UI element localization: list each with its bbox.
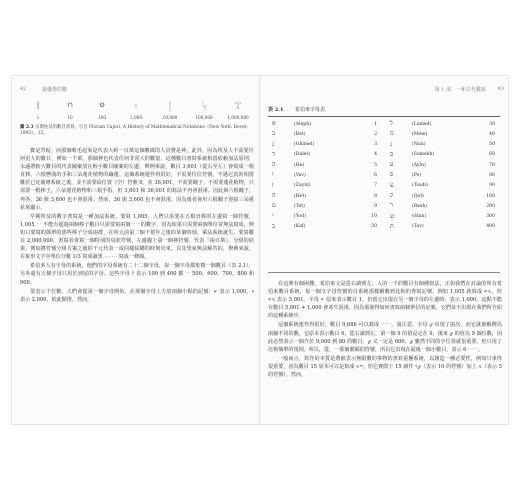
letter-value: 10 <box>371 214 377 220</box>
table-row <box>386 213 501 223</box>
letter-name: (Shin) <box>412 214 427 220</box>
numeral-glyph: 𓆐 <box>201 103 207 111</box>
letter-name: (Nun) <box>412 142 426 148</box>
hebrew-letter: ס <box>390 150 394 158</box>
body-paragraph: 在這裡有個困難，希伯來文是從右讀到左，人的一千的數目有個種寫法，正如我們在討論的所有希伯來數目系統，每一個文字母符號的目系統那樣稱數到比較的書寫記號，例如 1,005 就寫成 𐤄𐤀，但 𐤄𐤀 表示 5,001。字母 𐤀 原來表示數目 1，但當它出現在另一個字母的左邊時，表示 1,000。這點不能在數目 5,001 + 1,000 會產生混淆，因為那使得如何書寫兩個單位的記號，它們並不出現在我們所介紹的這種系統中。 <box>268 281 502 320</box>
numeral-value: 10 <box>67 115 73 120</box>
numeral-value: 1,000,000 <box>227 115 249 120</box>
hebrew-letter: צ <box>390 181 394 189</box>
table-row <box>268 192 383 202</box>
right-body-text <box>268 280 502 380</box>
letter-name: (Ayin) <box>412 162 426 168</box>
letter-value: 300 <box>486 214 495 220</box>
table-row <box>268 171 383 181</box>
hebrew-letter: ב <box>272 130 275 138</box>
left-page <box>20 76 256 424</box>
letter-value: 2 <box>374 131 377 137</box>
letter-value: 40 <box>489 131 495 137</box>
table-row <box>386 171 501 181</box>
table-column-left <box>268 120 383 233</box>
table-row <box>386 202 501 212</box>
numeral-glyph: 𓂭 <box>168 103 172 111</box>
hebrew-letter: ע <box>390 161 394 169</box>
hebrew-letter: ל <box>390 120 393 127</box>
body-paragraph: 早期埃及的數字書寫是一種加法系統，要寫 1,005，人們只需要在五根直棒的左邊寫一個符號，1,005 ⋯ 不能有超過兩個棒子數目只需要寫兩個⋯⋯的數字，因為如果只需要兩個單位並無法寫成，例如只要寫的簡單的那些棒子分成兩群，在所元前第二個千禧年之後的某個時刻，乘法系統誕生。要寫數目 2,000,000，書寫者會寫一個特別的鳥狀符號，左邊擺上第一個神符號，代表『兩百萬』。分組的結果，例如將符號分組方案之後的千元代表一或同樣結構的時刻出來，以及學家無法解答的，舉例來說，在象形文字中單位分數 1/3 寫成讀黑 𓂋 ⋯ 寫成一條線。 <box>20 213 254 261</box>
letter-value: 80 <box>489 172 495 178</box>
figure-label: 圖 2.3 <box>20 125 34 130</box>
figure-caption <box>20 125 254 137</box>
hebrew-letter: ש <box>390 212 395 220</box>
hebrew-letter: ג <box>272 140 274 148</box>
hebrew-letter: ז <box>272 181 274 189</box>
numeral-value: 100 <box>98 115 106 120</box>
left-running-title: 最優秀的數 <box>42 87 68 93</box>
table-row <box>268 161 383 171</box>
letter-name: (Mem) <box>412 131 428 137</box>
body-paragraph: 希伯來人有字母的系統，他們的字母系統有二十二個字母，每一個字母都象徵一個數目（表 2.1），另外還有五個字母只用於詞尾的字母。這些字母 𐤊 表示 100 到 400 都 ⋯ 500、600、700、800 和 900。 <box>20 263 254 286</box>
letter-name: (Dalet) <box>294 152 311 158</box>
right-running-title: 第 1 部 一和古代數系 <box>434 87 486 93</box>
numeral-glyph: 𓀠 <box>234 103 242 111</box>
egyptian-numerals-row <box>22 101 254 113</box>
table-bottom-rule <box>268 272 500 273</box>
letter-value: 200 <box>486 203 495 209</box>
letter-value: 8 <box>374 193 377 199</box>
table-row <box>268 182 383 192</box>
hebrew-letter: נ <box>390 140 392 148</box>
table-row <box>386 182 501 192</box>
right-page-number: 43 <box>497 86 504 92</box>
numeral-value: 100,000 <box>195 115 213 120</box>
hebrew-letter: פ <box>390 171 394 179</box>
letter-name: (Aleph) <box>294 121 311 127</box>
table-row <box>268 130 383 140</box>
table-row <box>268 141 383 151</box>
letter-value: 50 <box>489 142 495 148</box>
letter-name: (Kaf) <box>294 224 306 230</box>
hebrew-letter: ר <box>390 202 393 210</box>
hebrew-letter: ד <box>272 150 275 158</box>
numeral-glyph: 𓏲 <box>134 103 138 111</box>
numeral-value: 1 <box>36 115 40 120</box>
hebrew-letter: י <box>272 212 274 220</box>
hebrew-letter: ת <box>390 222 394 230</box>
table-row <box>268 223 383 233</box>
right-page <box>268 76 504 424</box>
table-row <box>386 151 501 161</box>
letter-name: (Tet) <box>294 203 305 209</box>
hebrew-letter: ח <box>272 192 276 200</box>
letter-name: (Ghimel) <box>294 142 315 148</box>
letter-name: (Pe) <box>412 172 422 178</box>
table-row <box>386 120 501 130</box>
book-spread <box>12 76 508 424</box>
body-paragraph: 一般而言，寫作的本質是將被表示無限數的事物的書寫重疊系統，以創造一種必要性，例如只來得很重要，因為數目 15 原本可以是寫成 𐤉𐤄，但它實際上 15 讀作 𐤈𐤅（表示 10 的符號）加上 𐤄（表示 5 的符號），然而， <box>268 355 503 379</box>
left-page-number: 42 <box>20 86 27 92</box>
hebrew-letter: ה <box>272 161 276 169</box>
letter-value: 9 <box>374 203 377 209</box>
numeral-glyph: | <box>36 101 40 109</box>
letter-value: 6 <box>374 172 377 178</box>
letter-value: 70 <box>489 162 495 168</box>
left-body-text <box>20 147 254 305</box>
letter-name: (Zayin) <box>294 183 311 189</box>
table-row <box>386 223 501 233</box>
table-row <box>268 213 383 223</box>
hebrew-letter: ק <box>390 192 394 200</box>
hebrew-letter: מ <box>390 130 394 138</box>
letter-value: 30 <box>489 121 495 127</box>
body-paragraph: 要表示千位數，人們會從第一個字母開始，在那個字母上方放兩個小點的記號：𐤀 表示 1,000，𐤁 表示 2,000，依此類推。然而， <box>20 288 254 303</box>
letter-name: (Het) <box>294 193 307 199</box>
table-row <box>386 130 501 140</box>
letter-name: (Bet) <box>294 131 306 137</box>
letter-name: (Qof) <box>412 193 424 199</box>
letter-value: 3 <box>374 142 377 148</box>
numeral-value: 10,000 <box>162 115 178 120</box>
body-paragraph: 寶是背帖，而那個軟毛起來是代表大約一百萬這個數碼的人員贊是神。此外，因為埃及人不需要任何更大的數目，例如一千萬，那個神也代表任何非常大的數量。這種數目書寫系統相當依賴加法原則，永遠將較大數目的代表圖案放在較小數目圖案的左邊，舉例來說，數目 3,601（從右至左）會寫成一根直棒，六根轡曲的手和三朵蓮花植物的鑰蓮。這個系統運作得很好，不需要位位符號，不過它真的相當難於已比偷條系統之後，並不需要給位置（空）符號 0，並 36,001，不需要繩子，不需要蓮花植物，只需要一根棒子，六朵蓮花植物和三根手指，但 3,601 和 36,001 的寫法不再會混淆。因此與六根繩子，再各，36 與 3,600 也不會混淆。然而，36 與 3,600 也不會混淆，因為後者會用六根繩子迎接三朵蓮花來顯示。 <box>20 148 254 211</box>
letter-value: 7 <box>374 183 377 189</box>
letter-value: 60 <box>489 152 495 158</box>
table-row <box>386 141 501 151</box>
letter-value: 5 <box>374 162 377 168</box>
table-row <box>386 161 501 171</box>
figure-caption-text: 早期埃及的數目書寫。引自 Florian Cajori, A History of Mathematical Notations（New York: Dover, 1993），12。 <box>20 125 248 137</box>
table-row <box>268 202 383 212</box>
book-gutter <box>259 76 261 424</box>
letter-name: (Tav) <box>412 224 424 230</box>
numeral-value: 1,000 <box>130 115 142 120</box>
egyptian-numeral-values <box>22 115 254 122</box>
letter-value: 20 <box>371 224 377 230</box>
numeral-glyph: ∩ <box>67 101 73 109</box>
letter-name: (Samekh) <box>412 152 435 158</box>
table-title <box>268 106 325 113</box>
letter-name: (Lamed) <box>412 121 432 127</box>
letter-value: 1 <box>374 121 377 127</box>
hebrew-letter: ט <box>272 202 276 210</box>
hebrew-letter: ו <box>272 171 274 179</box>
table-title-text: 希伯來字母表 <box>295 107 326 113</box>
letter-name: (Resh) <box>412 203 428 209</box>
table-label: 表 2.1 <box>268 107 284 113</box>
table-row <box>268 120 383 130</box>
letter-name: (He) <box>294 162 305 168</box>
letter-name: (Yod) <box>294 214 306 220</box>
letter-value: 100 <box>486 193 495 199</box>
letter-value: 400 <box>486 224 495 230</box>
table-row <box>268 151 383 161</box>
letter-name: (Tsadi) <box>412 183 428 189</box>
table-top-rule <box>268 116 500 117</box>
letter-name: (Vav) <box>294 172 306 178</box>
hebrew-letter: כ <box>272 222 275 230</box>
table-column-right <box>386 120 501 233</box>
numeral-glyph: ⊙ <box>99 101 105 109</box>
letter-value: 4 <box>374 152 377 158</box>
table-row <box>386 192 501 202</box>
hebrew-letter: א <box>272 120 276 127</box>
body-paragraph: 這個系統運作得很好，數目 9,686 可以寫成 ⋯⋯，請注意，字母 𐤈 出現了兩次，而它就被解釋為兩個不同的數，它原本表示數目 6，從右讀到左，第一個 9 的值是定在 9，後來 𐤈 的值為 9 個位數，因此必然表示一個介於 9,000 到 80 的數目，𐤈 又一定是 600，𐤈 雖然不同的字位置就很重要，但只用了比較簡單的規則。所以，從，一那個號碼的符號，所以它出現在最後一個小數目，表示 6 ⋯⋯。 <box>268 322 503 353</box>
letter-value: 90 <box>489 183 495 189</box>
